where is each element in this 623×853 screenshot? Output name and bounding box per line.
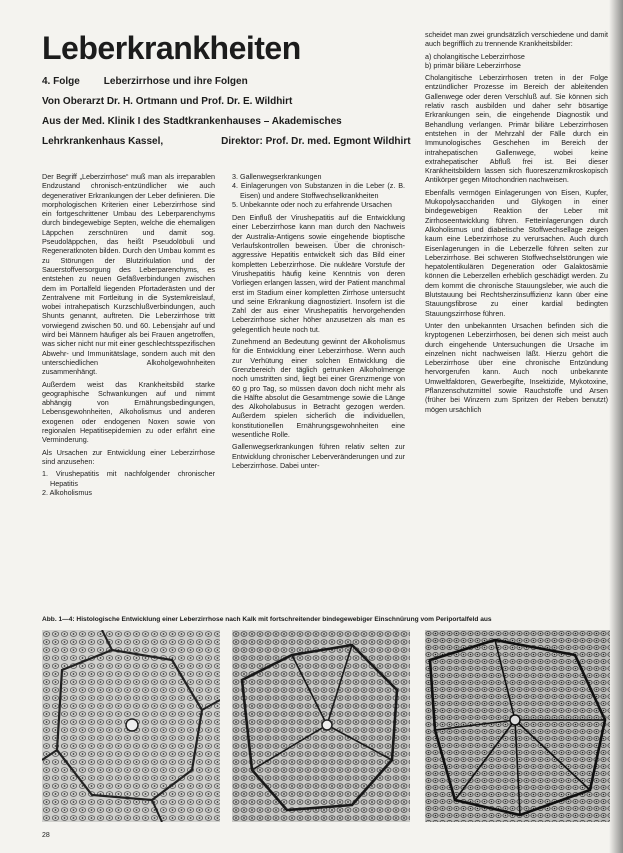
affiliation-director: Direktor: Prof. Dr. med. Egmont Wildhirt xyxy=(221,136,411,147)
series-line xyxy=(42,76,248,87)
micrograph-image-3 xyxy=(425,630,610,822)
paragraph: Den Einfluß der Virushepatitis auf die Entwicklung einer Leberzirrhose kann man durch den Nachweis der Australia-Antigens sowie eingehende bioptische Verlaufskontrollen beweisen. Über die chronisch-aggressive Hepatitis entwickelt sich das Bild einer kompletten Leberzirrhose. Die nukleäre Vorstufe der Virushepatitis häufig keine Kenntnis von deren Vorliegen erlangen lassen, wird der Patient manchmal erst im Stadium einer kompletten Zirrhose untersucht und seine Erkrankung diagnostiziert. Insofern ist die Zahl der aus einer Virushepatitis hervorgehenden Leberzirrhose sicher höher anzusetzen als man es gelegentlich heute noch tut. xyxy=(232,213,405,334)
paragraph: Cholangitische Leberzirrhosen treten in der Folge entzündlicher Prozesse im Bereich der ableitenden Gallenwege oder deren Verschluß auf. Sie können sich relativ rasch ausbilden und daher sehr bösartige Erkrankungen sein, die eingehende Diagnostik und Behandlung verlangen. Primär biliäre Leberzirrhosen entstehen in der Mehrzahl der Fälle durch ein Immunologisches Geschehen im Bereich der intrahepatischen Gallenwege, wobei keine extrahepatischer Abfluß frei ist. Bei dieser Krankheitsbildern lassen sich fluoreszenzmikroskopisch Antikörper gegen Mitochondrien nachweisen. xyxy=(425,73,608,185)
text-column-2 xyxy=(232,172,405,608)
affiliation-hospital: Lehrkrankenhaus Kassel, xyxy=(42,136,164,147)
paragraph: scheidet man zwei grundsätzlich verschiedene und damit auch begrifflich zu trennende Krankheitsbilder: xyxy=(425,30,608,49)
paragraph: Außerdem weist das Krankheitsbild starke geographische Schwankungen auf und nimmt abhängig von Ernährungsbedingungen, Lebensgewohnheiten, Alkoholismus und anderen exogenen oder endogenen Noxen sowie von regionalen Hepatitisepidemien zu oder erfährt eine Verminderung. xyxy=(42,379,215,445)
micrograph-svg-2 xyxy=(232,630,410,822)
page-number: 28 xyxy=(42,832,50,839)
list-item: 2. Alkoholismus xyxy=(42,487,92,497)
text-column-1 xyxy=(42,172,215,608)
paragraph: Ebenfalls vermögen Einlagerungen von Eisen, Kupfer, Mukopolysacchariden und Glykogen in einer bindegewebigen Reaktion der Leber mit Zirrhoseentwicklung führen. Fetteinlagerungen durch Alkoholismus und diabetische Stoffwechsellage zeigen kaum eine Leberzirrhose zu verursachen. Auch durch Eisenlagerungen in die Leberzelle führen selten zur Leberzirrhose. Bei schweren Stoffwechselstörungen wie hepatolentikulären Degeneration oder Galaktosämie können die Leberzellen erheblich geschädigt werden. Zu dem kommt die chronische Stauungsleber, wie auch die Blutstauung bei Rechtsherzinsuffizienz kann über eine Stauungsfibrose zu einer kardial bedingten Stauungszirrhose führen. xyxy=(425,187,608,318)
paragraph: Als Ursachen zur Entwicklung einer Leberzirrhose sind anzusehen: xyxy=(42,447,215,466)
list-item: 4. Einlagerungen von Substanzen in die Leber (z. B. Eisen) und andere Stoffwechselkrankheiten xyxy=(232,181,405,200)
affiliation-line: Aus der Med. Klinik I des Stadtkrankenhauses – Akademisches xyxy=(42,116,342,127)
page-title: Leberkrankheiten xyxy=(42,30,301,66)
micrograph-svg-3 xyxy=(425,630,610,822)
series-label: 4. Folge xyxy=(42,76,80,87)
figure-caption: Abb. 1—4: Histologische Entwicklung einer Leberzirrhose nach Kalk mit fortschreitender bindegewebiger Einschnürung vom Periportalfeld aus xyxy=(42,616,492,623)
micrograph-image-2 xyxy=(232,630,410,822)
list-item: 3. Gallenwegserkrankungen xyxy=(232,172,322,181)
affiliation-line-2 xyxy=(42,136,411,147)
subheading: a) cholangitische Leberzirrhose xyxy=(425,51,525,61)
page-edge-shadow xyxy=(609,0,623,853)
authors-line: Von Oberarzt Dr. H. Ortmann und Prof. Dr. E. Wildhirt xyxy=(42,96,293,107)
list-item: 1. Virushepatitis mit nachfolgender chronischer Hepatitis xyxy=(42,469,215,488)
paragraph: Der Begriff „Leberzirrhose“ muß man als irreparablen Endzustand chronisch-entzündlicher wie auch degenerativer Erkrankungen der Leber definieren. Die morphologischen Kriterien einer Leberzirrhose sind ein fortgeschrittener Umbau des Leberparenchyms durch bindegewebige Septen, welche die ehemaligen Läppchen zerschnüren und damit sog. Pseudoläppchen, das heißt Pseudolöbuli und Regeneratknoten bilden. Durch den Umbau kommt es zu Störungen der Blutzirkulation und der Sauerstoffversorgung des Leberparenchyms, es entstehen zu neuen Gefäßverbindungen zwischen dem im Portalfeld liegenden Pfortaderästen und der Zentralvene mit Fortleitung in die Systemkreislauf, wobei intrahepatisch Kurzschlußverbindungen, auch Shunts genannt, auftreten. Die Leberzirrhose tritt vorwiegend zwischen 50. und 60. Lebensjahr auf und wird bei Männern häufiger als bei Frauen angetroffen, was sicher nicht nur mit einer geschlechtsspezifischen Abwehr- und Immunitätslage, sondern auch mit den unterschiedlichen Alkoholgewohnheiten zusammenhängt. xyxy=(42,172,215,377)
text-column-3 xyxy=(425,30,608,608)
micrograph-image-1 xyxy=(42,630,220,822)
paragraph: Gallenwegserkrankungen führen relativ selten zur Entwicklung chronischer Leberveränderungen und zur Leberzirrhose. Dabei unter- xyxy=(232,442,405,470)
subheading: b) primär biliäre Leberzirrhose xyxy=(425,60,521,70)
micrograph-svg-1 xyxy=(42,630,220,822)
list-item: 5. Unbekannte oder noch zu erfahrende Ursachen xyxy=(232,199,392,209)
series-topic: Leberzirrhose und ihre Folgen xyxy=(103,76,248,87)
paragraph: Zunehmend an Bedeutung gewinnt der Alkoholismus für die Entwicklung einer Leberzirrhose. Wenn auch zur Verhütung einer solchen Entwicklung die Grenzbereich der täglich getrunken Alkoholmenge noch umstritten sind, liegt bei einer Grenzmenge von 60 g pro Tag, so müssen davon doch nicht mehr als die Hälfte absolut die Gesamtmenge sowie die Länge des Alkoholabusus in Betracht gezogen werden. Außerdem spielen sicherlich die individuellen, konstitutionellen Ernährungsgewohnheiten eine wesentliche Rolle. xyxy=(232,337,405,440)
paragraph: Unter den unbekannten Ursachen befinden sich die kryptogenen Leberzirrhosen, bei denen sich meist auch durch eingehende Untersuchungen die Ursache im einzelnen nicht nachweisen läßt. Hierzu gehört die Leberzirrhose über eine chronische Entzündung hervorgerufen kann. Auch noch unbekannte Umweltfaktoren, Gewerbegifte, Insektizide, Mykotoxine, Pflanzenschutzmittel sowie Rauchstoffe und Arsen (früher bei Winzern zum Spritzen der Reben benutzt) mögen ursächlich xyxy=(425,320,608,414)
